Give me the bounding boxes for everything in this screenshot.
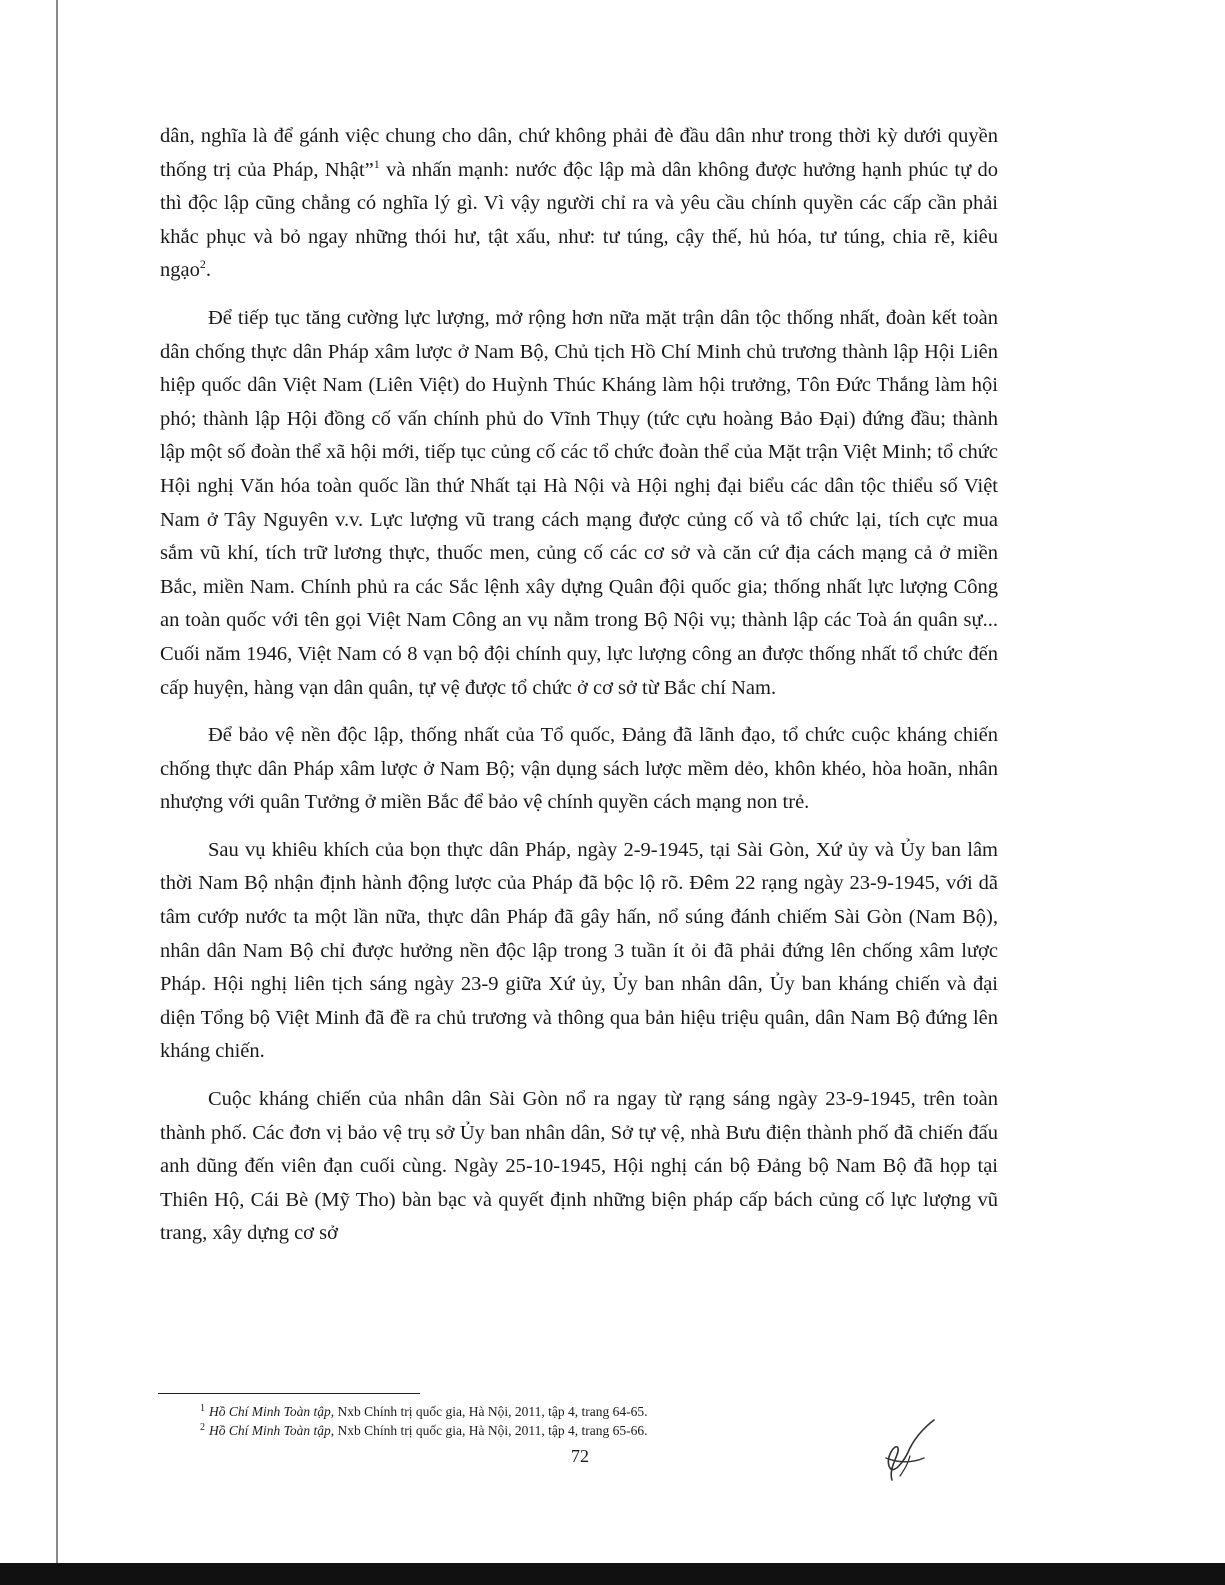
footnote-1-title: Hồ Chí Minh Toàn tập (209, 1404, 331, 1419)
page-number: 72 (571, 1446, 589, 1466)
footnote-2-title: Hồ Chí Minh Toàn tập (209, 1423, 331, 1438)
footnote-1 (200, 1402, 920, 1421)
paragraph-1 (160, 120, 998, 288)
paragraph-1-text-b: và nhấn mạnh: nước độc lập mà dân không được hưởng hạnh phúc tự do thì độc lập cũng chẳng có nghĩa lý gì. Vì vậy người chỉ ra và yêu cầu chính quyền các cấp cần phải khắc phục và bỏ ngay những thói hư, tật xấu, như: tư túng, cậy thế, hủ hóa, tư túng, chia rẽ, kiêu ngạo (160, 158, 999, 282)
paragraph-1-text-a: dân, nghĩa là để gánh việc chung cho dân, chứ không phải đè đầu dân như trong thời kỳ dưới quyền thống trị của Pháp, Nhật” (160, 125, 998, 181)
paragraph-5: Cuộc kháng chiến của nhân dân Sài Gòn nổ ra ngay từ rạng sáng ngày 23-9-1945, trên toàn thành phố. Các đơn vị bảo vệ trụ sở Ủy ban nhân dân, Sở tự vệ, nhà Bưu điện thành phố đã chiến đấu anh dũng đến viên đạn cuối cùng. Ngày 25-10-1945, Hội nghị cán bộ Đảng bộ Nam Bộ đã họp tại Thiên Hộ, Cái Bè (Mỹ Tho) bàn bạc và quyết định những biện pháp cấp bách củng cố lực lượng vũ trang, xây dựng cơ sở (160, 1088, 998, 1245)
footnote-divider (158, 1393, 420, 1394)
footnote-1-rest: , Nxb Chính trị quốc gia, Hà Nội, 2011, tập 4, trang 64-65. (330, 1404, 648, 1419)
paragraph-2: Để tiếp tục tăng cường lực lượng, mở rộng hơn nữa mặt trận dân tộc thống nhất, đoàn kết toàn dân chống thực dân Pháp xâm lược ở Nam Bộ, Chủ tịch Hồ Chí Minh chủ trương thành lập Hội Liên hiệp quốc dân Việt Nam (Liên Việt) do Huỳnh Thúc Kháng làm hội trưởng, Tôn Đức Thắng làm hội phó; thành lập Hội đồng cố vấn chính phủ do Vĩnh Thụy (tức cựu hoàng Bảo Đại) đứng đầu; thành lập một số đoàn thể xã hội mới, tiếp tục củng cố các tổ chức đoàn thể của Mặt trận Việt Minh; tổ chức Hội nghị Văn hóa toàn quốc lần thứ Nhất tại Hà Nội và Hội nghị đại biểu các dân tộc thiểu số Việt Nam ở Tây Nguyên v.v. Lực lượng vũ trang cách mạng được củng cố và tổ chức lại, tích cực mua sắm vũ khí, tích trữ lương thực, thuốc men, củng cố các cơ sở và căn cứ địa cách mạng cả ở miền Bắc, miền Nam. Chính phủ ra các Sắc lệnh xây dựng Quân đội quốc gia; thống nhất lực lượng Công an toàn quốc với tên gọi Việt Nam Công an vụ nằm trong Bộ Nội vụ; thành lập các Toà án quân sự... Cuối năm 1946, Việt Nam có 8 vạn bộ đội chính quy, lực lượng công an được thống nhất tổ chức đến cấp huyện, hàng vạn dân quân, tự vệ được tổ chức ở cơ sở từ Bắc chí Nam. (160, 306, 998, 699)
paragraph-4: Sau vụ khiêu khích của bọn thực dân Pháp, ngày 2-9-1945, tại Sài Gòn, Xứ ủy và Ủy ban lâm thời Nam Bộ nhận định hành động lược của Pháp đã bộc lộ rõ. Đêm 22 rạng ngày 23-9-1945, với dã tâm cướp nước ta một lần nữa, thực dân Pháp đã gây hấn, nổ súng đánh chiếm Sài Gòn (Nam Bộ), nhân dân Nam Bộ chỉ được hưởng nền độc lập trong 3 tuần ít ỏi đã phải đứng lên chống xâm lược Pháp. Hội nghị liên tịch sáng ngày 23-9 giữa Xứ ủy, Ủy ban nhân dân, Ủy ban kháng chiến và đại diện Tổng bộ Việt Minh đã đề ra chủ trương và thông qua bản hiệu triệu quân, dân Nam Bộ đứng lên kháng chiến. (160, 838, 998, 1063)
signature-icon (870, 1418, 940, 1486)
footnote-2-number: 2 (200, 1421, 205, 1433)
footnote-ref-2: 2 (199, 257, 206, 272)
paragraph-1-end: . (205, 259, 211, 282)
footnote-ref-1: 1 (373, 156, 380, 171)
footnote-1-number: 1 (200, 1402, 205, 1414)
paragraph-3: Để bảo vệ nền độc lập, thống nhất của Tổ quốc, Đảng đã lãnh đạo, tổ chức cuộc kháng chiến chống thực dân Pháp xâm lược ở Nam Bộ; vận dụng sách lược mềm dẻo, khôn khéo, hòa hoãn, nhân nhượng với quân Tưởng ở miền Bắc để bảo vệ chính quyền cách mạng non trẻ. (160, 724, 998, 814)
document-body (160, 120, 998, 1265)
footnote-2 (200, 1421, 920, 1440)
footnote-2-rest: , Nxb Chính trị quốc gia, Hà Nội, 2011, tập 4, trang 65-66. (330, 1423, 648, 1438)
footnotes (200, 1402, 920, 1440)
scan-edge-left (56, 0, 58, 1585)
scan-edge-bottom (0, 1563, 1225, 1585)
